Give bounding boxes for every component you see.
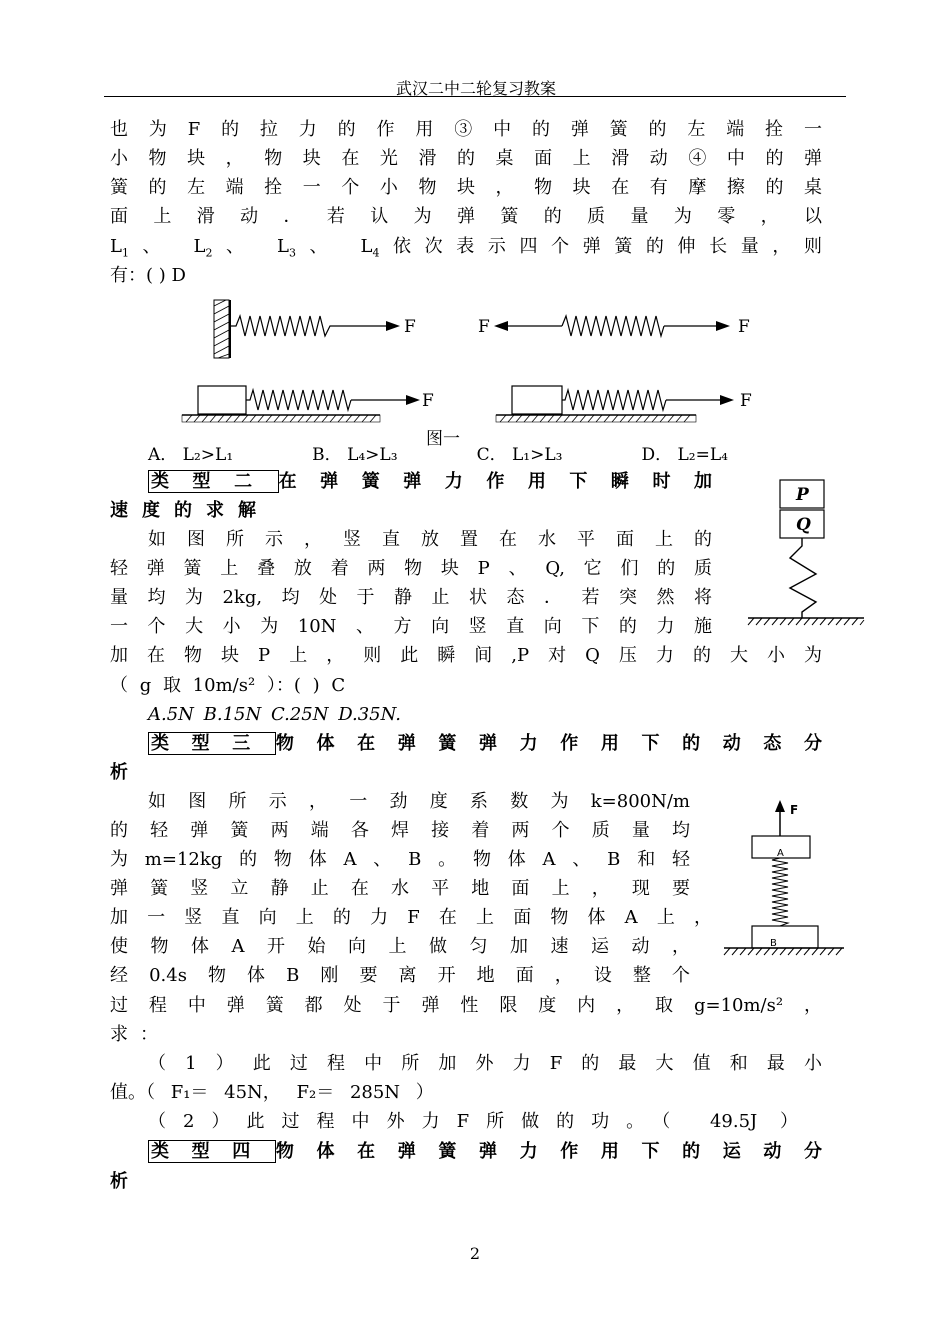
text-line: （ g 取 10m/s² ）：( ) C xyxy=(110,675,346,696)
block-b xyxy=(752,926,818,948)
text-line: 为m=12kg的物体A、B。物体A、B和轻 xyxy=(110,849,690,870)
question-1-answer: 值。（ F₁＝ 45N， F₂＝ 285N ） xyxy=(110,1082,434,1103)
section-2-title: 类型二 在弹簧弹力作用下瞬时加 xyxy=(148,468,712,496)
page-number: 2 xyxy=(469,1244,481,1263)
spring-4 xyxy=(562,390,666,410)
text-line: 弹簧竖立静止在水平地面上，现要 xyxy=(110,878,690,899)
text-line: 使物体A开始向上做匀加速运动， xyxy=(110,936,690,957)
block-b-label: B xyxy=(770,938,777,949)
header-rule xyxy=(104,96,846,97)
question-2: （2）此过程中外力F所做的功。（ 49.5J ） xyxy=(148,1111,798,1132)
section-2-title-cont: 速度的求解 xyxy=(110,500,270,521)
wall-hatch xyxy=(214,300,230,358)
text-line: 一个大小为10N、方向竖直向下的力施 xyxy=(110,616,712,637)
pq-spring-figure xyxy=(744,478,874,628)
ab-spring-figure xyxy=(722,796,852,956)
text-line: 加在物块P上，则此瞬间,P对Q压力的大小为 xyxy=(110,645,822,666)
page-header: 武汉二中二轮复习教案 xyxy=(395,79,556,98)
section-tag: 类型二 xyxy=(148,470,279,493)
option-a: A． L₂>L₁ xyxy=(148,445,234,465)
text-line: 也为F的拉力的作用③中的弹簧的左端拴一 xyxy=(110,119,822,140)
ground-hatch xyxy=(724,948,842,955)
text-line: 如图所示，竖直放置在水平面上的 xyxy=(148,529,712,550)
text-line: 加一竖直向上的力F在上面物体A上， xyxy=(110,907,712,928)
section-3-title-cont: 析 xyxy=(110,762,128,783)
answer-options-1 xyxy=(148,440,728,465)
ground-hatch xyxy=(748,618,864,625)
spring-1 xyxy=(230,316,338,336)
spring-2 xyxy=(562,316,664,336)
option-c: C． L₁>L₃ xyxy=(476,445,563,465)
text-line: 量均为2kg,均处于静止状态．若突然将 xyxy=(110,587,712,608)
block-q-label: Q xyxy=(796,515,811,535)
block-p-label: P xyxy=(796,485,809,505)
choices-line: A.5N B.15N C.25N D.35N. xyxy=(148,704,401,725)
section-4-title: 类型四 物体在弹簧弹力作用下的运动分 xyxy=(148,1138,822,1166)
option-b: B． L₄>L₃ xyxy=(312,445,398,465)
force-label: F xyxy=(738,317,750,337)
figure-caption: 图一 xyxy=(426,429,460,449)
arrow-head xyxy=(406,395,420,405)
section-4-title-cont: 析 xyxy=(110,1171,128,1192)
section-tag: 类型四 xyxy=(148,1140,276,1163)
vertical-spring xyxy=(790,538,816,618)
force-label: F xyxy=(404,317,416,337)
spring-3 xyxy=(246,390,351,410)
text-line: 面上滑动．若认为弹簧的质量为零，以 xyxy=(110,206,822,227)
text-line: 小物块，物块在光滑的桌面上滑动④中的弹 xyxy=(110,148,822,169)
question-1: （1）此过程中所加外力F的最大值和最小 xyxy=(148,1053,822,1074)
table-hatch xyxy=(500,415,690,422)
block-4 xyxy=(512,386,562,414)
text-line: 轻弹簧上叠放着两物块P、Q,它们的质 xyxy=(110,558,712,579)
text-line: 有：( ) D xyxy=(110,265,186,286)
arrow-head xyxy=(775,800,785,812)
block-3 xyxy=(198,386,246,414)
arrow-head xyxy=(720,395,734,405)
text-line: 簧的左端拴一个小物块，物块在有摩擦的桌 xyxy=(110,177,822,198)
arrow-head xyxy=(716,321,730,331)
text-line: 的轻弹簧两端各焊接着两个质量均 xyxy=(110,820,690,841)
text-line: 过程中弹簧都处于弹性限度内，取g=10m/s²， xyxy=(110,995,822,1016)
section-3-title: 类型三 物体在弹簧弹力作用下的动态分 xyxy=(148,730,822,758)
vertical-spring-ab xyxy=(772,858,788,926)
force-label: F xyxy=(740,391,752,411)
option-d: D． L₂=L₄ xyxy=(641,445,728,465)
spring-figure-1 xyxy=(0,296,950,456)
text-line-lengths: $L_1$、 $L_2$、 $L_3$、 $L_4$依次表示四个弹簧的伸长量，则 xyxy=(110,236,822,260)
section-tag: 类型三 xyxy=(148,732,276,755)
force-label: F xyxy=(478,317,490,337)
force-label: F xyxy=(790,803,799,817)
text-line: 经0.4s物体B刚要离开地面，设整个 xyxy=(110,965,690,986)
text-line: 如图所示，一劲度系数为k=800N/m xyxy=(148,791,690,812)
arrow-head xyxy=(386,321,400,331)
table-hatch xyxy=(186,415,376,422)
force-label: F xyxy=(422,391,434,411)
text-line: 求： xyxy=(110,1024,170,1045)
block-a-label: A xyxy=(777,848,784,859)
